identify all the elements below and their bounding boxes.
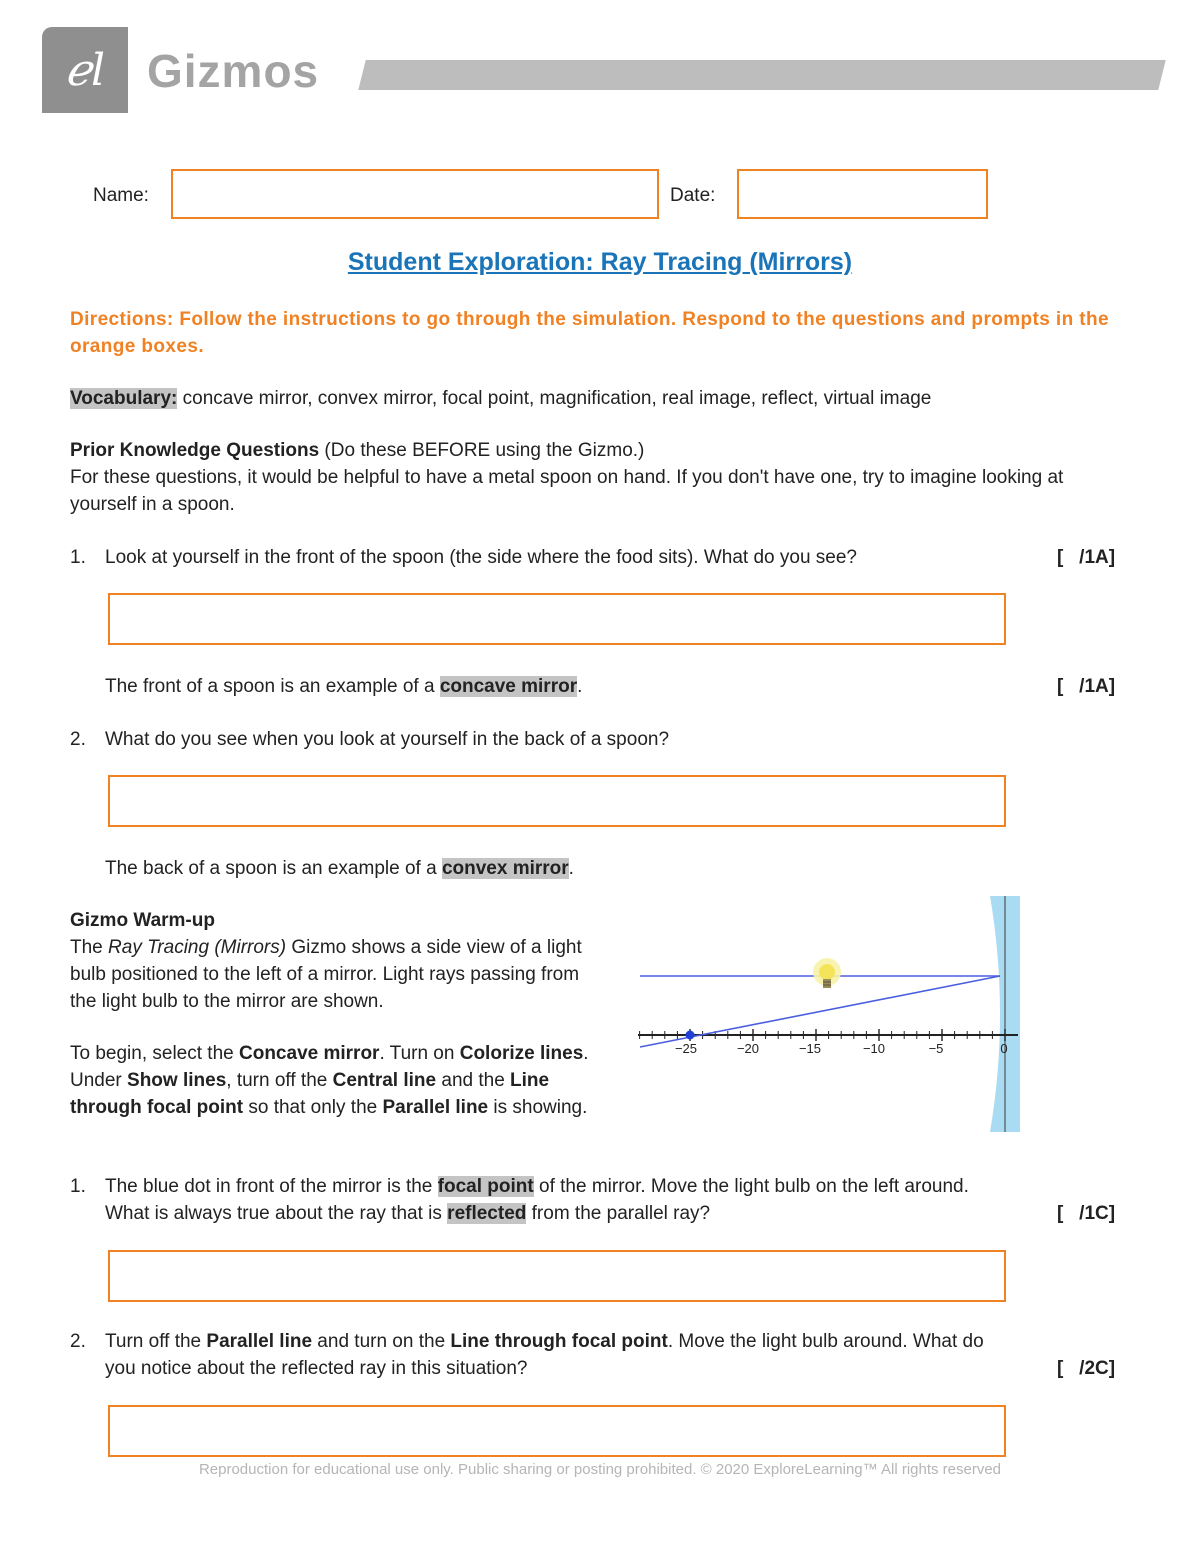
light-bulb-icon [813,958,841,988]
warmup-q1-answer-box[interactable] [108,1250,1006,1302]
prior-q2-text: What do you see when you look at yourself in the back of a spoon? [105,729,670,750]
question-number: 1. [70,1176,86,1197]
prior-heading: Prior Knowledge Questions [70,440,320,461]
tick-label: −20 [736,1041,760,1056]
ray-tracing-figure [638,896,1020,1132]
brand-name: Gizmos [147,45,320,97]
prior-q1-text: Look at yourself in the front of the spoon (the side where the food sits). What do you see? [105,547,857,568]
prior-q2-answer-box[interactable] [108,775,1006,827]
warmup-q2-line1: Turn off the Parallel line and turn on the Line through focal point. Move the light bulb around. What do [105,1331,984,1352]
prior-knowledge-heading [70,437,1150,464]
question-number: 2. [70,1331,86,1352]
prior-intro: For these questions, it would be helpful to have a metal spoon on hand. If you don't have one, try to imagine looking at yourself in a spoon. [70,467,1064,515]
prior-q1-answer-box[interactable] [108,593,1006,645]
header-bar [358,60,1165,90]
warmup-heading: Gizmo Warm-up [70,910,215,931]
question-number: 1. [70,547,86,568]
warmup-q1-line1: The blue dot in front of the mirror is the focal point of the mirror. Move the light bulb on the left around. [105,1176,969,1197]
vocabulary-label: Vocabulary: [70,388,178,409]
points-badge: [ /1A] [1057,676,1116,697]
name-label: Name: [93,185,149,206]
tick-label: −5 [928,1041,944,1056]
directions: Directions: Follow the instructions to go through the simulation. Respond to the questions and prompts in the orange boxes. [70,309,1109,357]
prior-heading-note: (Do these BEFORE using the Gizmo.) [319,440,645,461]
tick-label: −15 [798,1041,822,1056]
points-badge: [ /1A] [1057,547,1116,568]
convex-statement: The back of a spoon is an example of a convex mirror. [105,858,574,879]
warmup-intro: The Ray Tracing (Mirrors) Gizmo shows a side view of a light bulb positioned to the left of a mirror. Light rays passing from the light bulb to the mirror are shown. [70,937,582,1012]
warmup-q2-answer-box[interactable] [108,1405,1006,1457]
date-label: Date: [670,185,716,206]
concave-statement: The front of a spoon is an example of a concave mirror. [105,676,583,697]
convex-mirror-term: convex mirror [441,858,569,879]
warmup-q1-line2: What is always true about the ray that is reflected from the parallel ray? [105,1203,711,1224]
gizmos-logo-icon: ℯl [42,27,128,113]
points-badge: [ /2C] [1057,1358,1116,1379]
name-input[interactable] [171,169,659,219]
tick-label: −25 [674,1041,698,1056]
tick-label: 0 [1000,1041,1008,1056]
focal-point-term: focal point [437,1176,534,1197]
vocabulary [70,385,1150,412]
reflected-term: reflected [447,1203,527,1224]
date-input[interactable] [737,169,988,219]
concave-mirror-term: concave mirror [439,676,578,697]
tick-label: −10 [862,1041,886,1056]
warmup-q2-line2: you notice about the reflected ray in this situation? [105,1358,528,1379]
warmup-instructions: To begin, select the Concave mirror. Turn on Colorize lines. Under Show lines, turn off the Central line and the Line through focal point so that only the Parallel line is showing. [70,1043,589,1118]
points-badge: [ /1C] [1057,1203,1116,1224]
question-number: 2. [70,729,86,750]
focal-point-dot [686,1031,695,1040]
footer-copyright: Reproduction for educational use only. Public sharing or posting prohibited. © 2020 ExploreLearning™ All rights reserved [198,1461,1002,1478]
vocabulary-terms: concave mirror, convex mirror, focal point, magnification, real image, reflect, virtual image [177,388,932,409]
page-title: Student Exploration: Ray Tracing (Mirrors) [347,248,853,276]
